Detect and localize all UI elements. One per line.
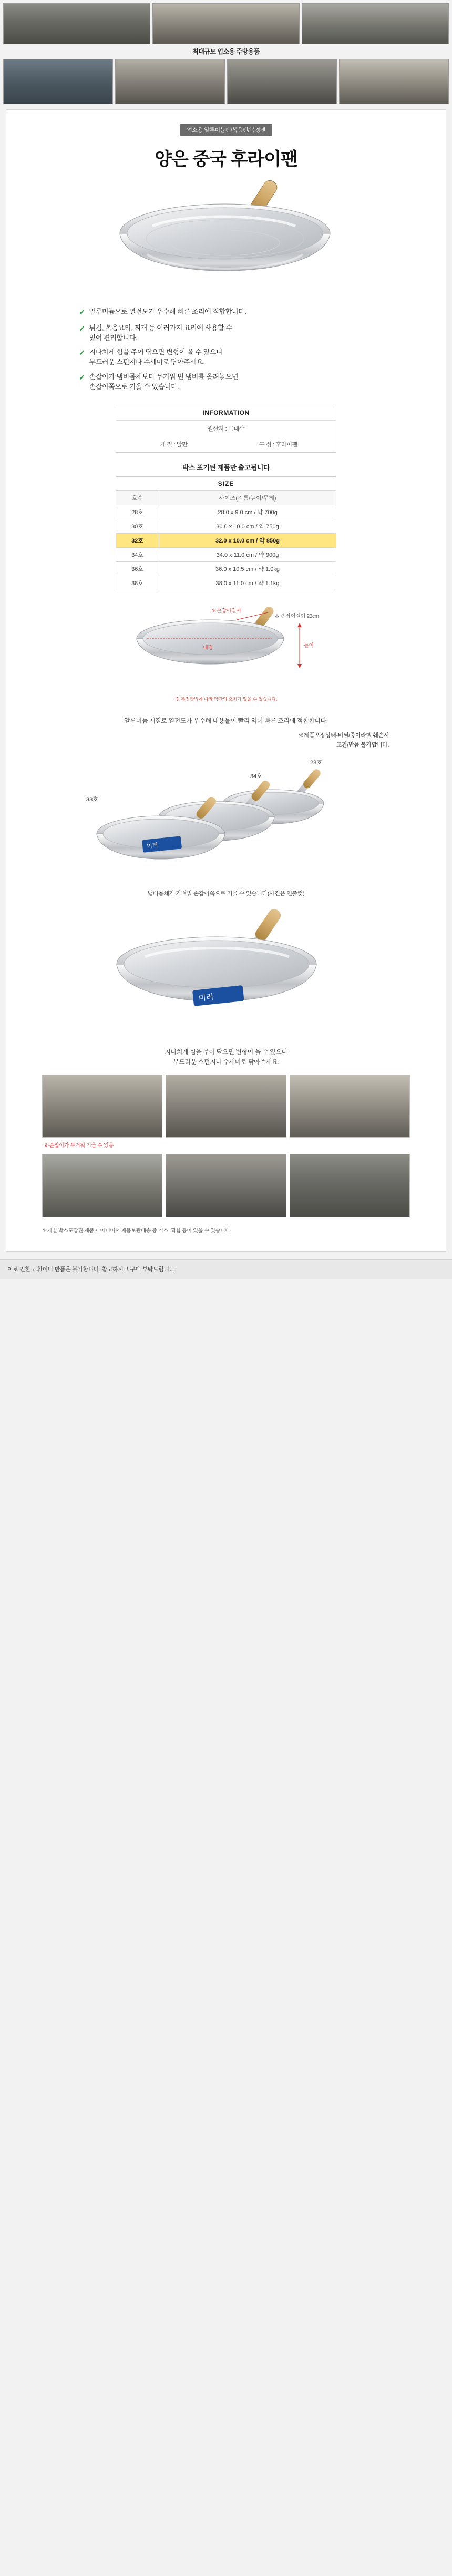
hero-product-image [6, 176, 446, 302]
info-material-label: 재 질 [160, 441, 172, 448]
info-material: 재 질 : 알만 [160, 441, 188, 448]
info-composition: 구 성 : 후라이팬 [259, 441, 297, 448]
feature-text [89, 372, 239, 392]
feature-text [89, 323, 232, 343]
group-tag-38: 38호 [86, 796, 98, 803]
bottom-photo-grid [42, 1075, 410, 1217]
photo-row-1 [42, 1075, 410, 1138]
group-tag-28: 28호 [310, 760, 322, 766]
photo-rack-1 [3, 59, 113, 104]
svg-text:미러: 미러 [198, 992, 214, 1003]
feature-item [79, 307, 373, 319]
feature-line-1: 지나치게 힘을 주어 닦으면 변형이 올 수 있으니 [89, 348, 223, 356]
cell-size: 36호 [116, 561, 159, 576]
check-icon: ✓ [79, 349, 86, 358]
feature-line-1: 알루미늄으로 열전도가 우수해 빠른 조리에 적합합니다. [89, 308, 246, 315]
product-detail-page [0, 0, 452, 1279]
cell-size: 38호 [116, 576, 159, 590]
banner-row-top [0, 3, 452, 44]
feature-text [89, 307, 246, 317]
photo-pan-tilt-1 [42, 1154, 162, 1217]
pan-size-group-image [63, 755, 389, 876]
table-header-row [116, 490, 336, 505]
single-pan-illustration [79, 902, 373, 1034]
feature-line-2: 손잡이쪽으로 기울 수 있습니다. [89, 382, 179, 391]
info-composition-label: 구 성 [259, 441, 272, 448]
photo-rack-3 [227, 59, 337, 104]
feature-line-2: 부드러운 스펀지나 수세미로 닦아주세요. [89, 358, 205, 366]
label-warning-line-1: ※제품포장상태-비닐/중이라벨 훼손시 [298, 732, 389, 739]
height-label: 높이 [304, 642, 314, 649]
cell-spec: 34.0 x 11.0 cm / 약 900g [159, 547, 336, 561]
tilt-paragraph: 냄비몸체가 가벼워 손잡이쪽으로 기울 수 있습니다(사진은 연출컷) [147, 891, 305, 897]
check-icon: ✓ [79, 373, 86, 383]
info-material-value: 알만 [177, 441, 188, 448]
photo-rack-2 [115, 59, 225, 104]
measurement-caution: ※ 측정방법에 따라 약간의 오차가 있을 수 있습니다. [174, 696, 278, 702]
info-origin: 원산지 : 국내산 [207, 425, 245, 432]
inner-diameter-label: 내경 [203, 645, 213, 651]
care-line-2: 부드러운 스펀지나 수세미로 닦아주세요. [172, 1058, 279, 1066]
check-icon: ✓ [79, 324, 86, 333]
group-tag-34: 34호 [250, 773, 262, 780]
photo-rack-4 [339, 59, 449, 104]
cell-spec: 30.0 x 10.0 cm / 약 750g [159, 519, 336, 533]
feature-line-2: 있어 편리합니다. [89, 333, 138, 342]
feature-item [79, 323, 373, 343]
tilt-photo-note: ※손잡이가 무거워 기울 수 있음 [44, 1143, 114, 1149]
cell-size: 28호 [116, 505, 159, 519]
banner-row-bottom [0, 59, 452, 104]
information-title: INFORMATION [116, 405, 336, 421]
photo-pan-angle-1 [42, 1075, 162, 1138]
photo-pan-tilt-2 [166, 1154, 286, 1217]
feature-line-1: 튀김, 볶음요리, 찌개 등 여러가지 요리에 사용할 수 [89, 323, 232, 332]
col-header-size: 호수 [116, 490, 159, 505]
pan-38 [97, 795, 225, 860]
single-pan-image [63, 902, 389, 1034]
feature-item [79, 347, 373, 367]
photo-pan-angle-3 [290, 1075, 410, 1138]
cell-spec: 32.0 x 10.0 cm / 약 850g [159, 533, 336, 547]
table-row [116, 561, 336, 576]
wok-pan-illustration [89, 176, 363, 300]
dimension-pan-illustration [79, 604, 373, 688]
footer-return-policy: 이로 인한 교환이나 반품은 불가합니다. 참고하시고 구매 부탁드립니다. [0, 1259, 452, 1279]
size-table-body [116, 505, 336, 590]
col-header-spec: 사이즈(지름/높이/무게) [159, 490, 336, 505]
info-origin-value: 국내산 [228, 425, 245, 432]
feature-line-1: 손잡이가 냄비몸체보다 무거워 빈 냄비를 올려놓으면 [89, 373, 239, 381]
photo-warehouse-2 [152, 3, 300, 44]
info-origin-label: 원산지 [207, 425, 224, 432]
photo-warehouse-1 [3, 3, 150, 44]
table-row [116, 547, 336, 561]
feature-list [79, 307, 373, 392]
feature-item [79, 372, 373, 392]
dimension-diagram [79, 604, 373, 693]
handle-length-value: ＊ 손잡이길이 23cm [274, 613, 319, 619]
pan-body [120, 204, 330, 271]
top-photo-banner [0, 0, 452, 104]
page-title: 양은 중국 후라이팬 [155, 149, 297, 169]
care-paragraph [63, 1047, 389, 1067]
label-warning-line-2: 교환/반품 불가합니다. [336, 741, 389, 748]
table-row [116, 576, 336, 590]
table-row-highlighted [116, 533, 336, 547]
product-category-badge: 업소용 알루미늄팬/볶음팬/복경팬 [180, 124, 271, 136]
photo-row-2 [42, 1154, 410, 1217]
conduction-paragraph: 알루미늄 재질로 열전도가 우수해 내용물이 빨리 익어 빠른 조리에 적합합니다. [124, 717, 328, 724]
table-row [116, 505, 336, 519]
handle-length-label: ＊손잡이길이 [211, 608, 241, 614]
svg-text:미러: 미러 [146, 842, 159, 850]
cell-spec: 38.0 x 11.0 cm / 약 1.1kg [159, 576, 336, 590]
check-icon: ✓ [79, 308, 86, 317]
cell-size: 34호 [116, 547, 159, 561]
information-row-origin [116, 421, 336, 436]
photo-pan-angle-2 [166, 1075, 286, 1138]
photo-warehouse-3 [302, 3, 449, 44]
cell-size: 32호 [116, 533, 159, 547]
product-card [6, 109, 446, 1252]
box-marking-note: 박스 표기된 제품만 출고됩니다 [182, 463, 270, 472]
table-row [116, 519, 336, 533]
care-line-1: 지나치게 힘을 주어 닦으면 변형이 올 수 있으니 [165, 1048, 287, 1056]
cell-spec: 28.0 x 9.0 cm / 약 700g [159, 505, 336, 519]
photo-pan-tilt-3 [290, 1154, 410, 1217]
feature-text [89, 347, 223, 367]
cell-spec: 36.0 x 10.5 cm / 약 1.0kg [159, 561, 336, 576]
three-pans-illustration [63, 755, 389, 873]
information-row-material [116, 436, 336, 452]
asterisk-note: ＊개별 박스포장된 제품이 아니어서 제품보관배송 중 기스, 찍힘 등이 있을 수 있습니다. [42, 1228, 232, 1234]
cell-size: 30호 [116, 519, 159, 533]
information-box [116, 405, 336, 453]
size-table-head [116, 490, 336, 505]
size-table [116, 476, 336, 590]
info-composition-value: 후라이팬 [275, 441, 297, 448]
banner-caption: 최대규모 업소용 주방용품 [192, 48, 260, 55]
eyebrow-wrap [6, 124, 446, 136]
size-table-caption: SIZE [116, 476, 336, 490]
label-warning [63, 731, 389, 750]
